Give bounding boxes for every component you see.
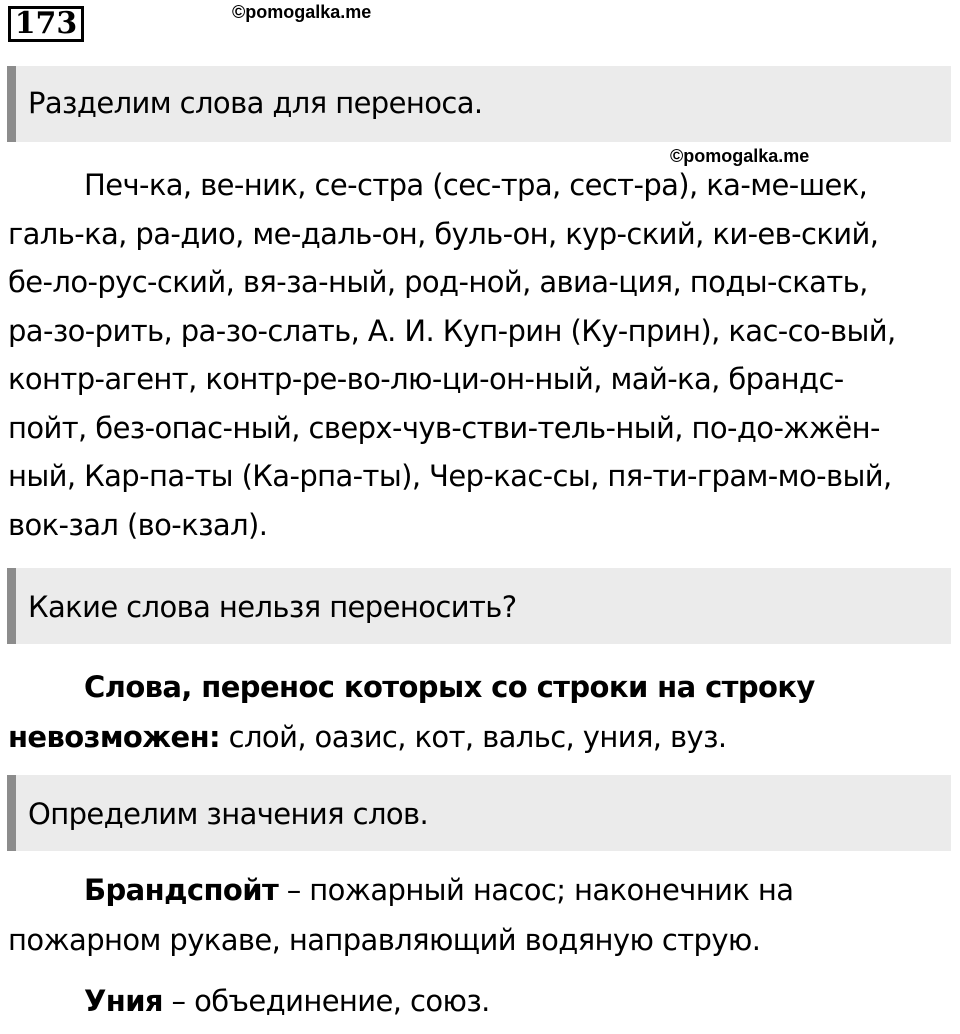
section-heading: Определим значения слов.	[28, 797, 429, 831]
paragraph-line: ра-зо-рить, ра-зо-слать, А. И. Куп-рин (Ку-прин), кас-со-вый,	[8, 313, 896, 348]
definition: – пожарный насос; наконечник на	[278, 873, 794, 907]
watermark: ©pomogalka.me	[232, 2, 372, 22]
watermark: ©pomogalka.me	[670, 146, 810, 166]
section-heading-bar	[7, 775, 951, 851]
paragraph-line: контр-агент, контр-ре-во-лю-ци-он-ный, май-ка, брандс-	[8, 362, 844, 396]
paragraph-line	[84, 670, 815, 704]
section-heading: Какие слова нельзя переносить?	[28, 590, 517, 624]
section-heading: Разделим слова для переноса.	[28, 86, 483, 120]
paragraph-line: пожарном рукаве, направляющий водяную струю.	[8, 923, 761, 957]
paragraph-line	[84, 984, 490, 1018]
term: Брандспойт	[84, 873, 279, 907]
paragraph-line	[84, 873, 793, 907]
paragraph-line	[8, 720, 727, 754]
term: Уния	[84, 984, 163, 1018]
bold-text: невозможен:	[8, 720, 221, 754]
section-heading-bar	[7, 66, 951, 142]
paragraph-line: Печ-ка, ве-ник, се-стра (сес-тра, сест-ра), ка-ме-шек,	[84, 168, 868, 202]
paragraph-line: бе-ло-рус-ский, вя-за-ный, род-ной, авиа-ция, поды-скать,	[8, 265, 868, 299]
paragraph-line: вок-зал (во-кзал).	[8, 507, 268, 542]
word-list: слой, оазис, кот, вальс, уния, вуз.	[220, 720, 727, 754]
section-heading-bar	[7, 568, 951, 644]
paragraph-line: ный, Кар-па-ты (Ка-рпа-ты), Чер-кас-сы, пя-ти-грам-мо-вый,	[8, 459, 892, 493]
bold-text: Слова, перенос которых со строки на строку	[84, 670, 815, 704]
paragraph-line: пойт, без-опас-ный, сверх-чув-стви-тель-ный, по-до-жжён-	[8, 410, 880, 445]
paragraph-line: галь-ка, ра-дио, ме-даль-он, буль-он, кур-ский, ки-ев-ский,	[8, 216, 879, 251]
task-number: 173	[8, 6, 84, 42]
definition: – объединение, союз.	[162, 984, 490, 1018]
